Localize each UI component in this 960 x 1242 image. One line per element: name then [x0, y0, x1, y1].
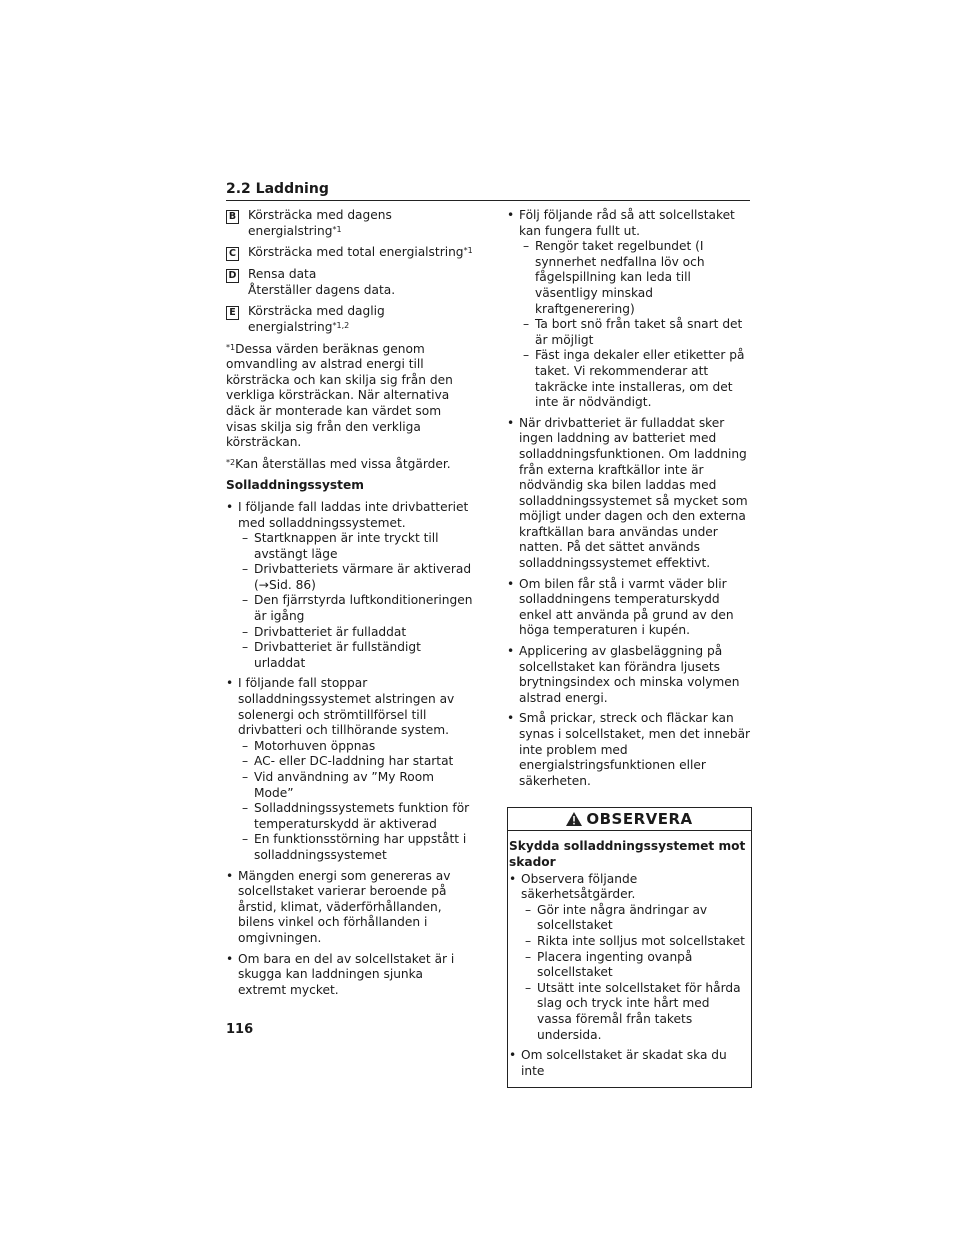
bullet-text: Mängden energi som genereras av solcellstaket varierar beroende på årstid, klimat, väderförhållanden, bilens vinkel och förhållanden i omgivningen. — [238, 868, 451, 945]
footnote-marker: *1 — [226, 342, 236, 352]
bullet-item — [509, 872, 748, 1044]
dash-marker: – — [525, 949, 532, 964]
right-column — [507, 208, 752, 1088]
bullet-item — [507, 577, 752, 639]
sub-item — [226, 739, 474, 755]
sub-text: Solladdningssystemets funktion för temperaturskydd är aktiverad — [254, 801, 470, 831]
sub-text: Fäst inga dekaler eller etiketter på taket. Vi rekommenderar att takräcke inte installeras, om det inte är nödvändigt. — [535, 348, 745, 410]
bullet-text: I följande fall laddas inte drivbatteriet med solladdningssystemet. — [238, 499, 469, 530]
bullet-line — [226, 952, 474, 999]
bullet-text: Applicering av glasbeläggning på solcellstaket kan förändra ljusets brytningsindex och minska volymen alstrad energi. — [519, 644, 740, 705]
footnote-ref: *1,2 — [332, 320, 350, 330]
label-letter: D — [226, 269, 239, 283]
bullet-marker: • — [507, 208, 515, 222]
dash-marker: – — [242, 801, 249, 816]
label-letter: C — [226, 247, 239, 261]
sub-item — [226, 801, 474, 832]
dash-marker: – — [525, 902, 532, 917]
bullet-line — [226, 500, 474, 531]
sub-item — [509, 934, 748, 950]
left-bullet-list — [226, 500, 474, 998]
label-item — [226, 267, 474, 298]
label-letter: E — [226, 306, 239, 320]
bullet-line — [509, 1048, 748, 1079]
dash-marker: – — [242, 738, 249, 753]
dash-marker: – — [523, 239, 530, 254]
caution-bullet-list — [509, 872, 748, 1080]
bullet-marker: • — [509, 1048, 517, 1063]
footnote-marker: *2 — [226, 457, 236, 467]
footnote-text: Kan återställas med vissa åtgärder. — [235, 456, 451, 471]
sub-item — [226, 640, 474, 671]
sub-text: Startknappen är inte tryckt till avstängt läge — [254, 531, 439, 561]
bullet-line — [507, 577, 752, 639]
bullet-item — [507, 416, 752, 572]
bullet-item — [226, 869, 474, 947]
sub-item — [509, 981, 748, 1043]
footnote-ref: *1 — [332, 224, 342, 234]
bullet-item — [226, 500, 474, 672]
bullet-line — [226, 676, 474, 738]
sub-item — [507, 317, 752, 348]
bullet-marker: • — [507, 711, 515, 726]
dash-marker: – — [242, 832, 249, 847]
page-number: 116 — [226, 1022, 254, 1037]
label-text — [248, 208, 474, 239]
label-list — [226, 208, 474, 336]
footnote — [226, 457, 474, 473]
sub-item — [226, 754, 474, 770]
footnote-text: Dessa värden beräknas genom omvandling av alstrad energi till körsträcka och kan skilja sig från den verkliga körsträckan. När alternativa däck är monterade kan värdet som visas skilja sig från den verkliga körsträckan. — [226, 341, 453, 450]
label-text-body: Körsträcka med total energialstring — [248, 245, 464, 260]
sub-item — [226, 625, 474, 641]
dash-marker: – — [242, 531, 249, 546]
sub-text: Drivbatteriets värmare är aktiverad (→Sid. 86) — [254, 562, 472, 592]
label-item — [226, 208, 474, 239]
bullet-line — [507, 416, 752, 572]
dash-marker: – — [242, 562, 249, 577]
sub-text: Drivbatteriet är fullständigt urladdat — [254, 640, 421, 670]
bullet-text: Om solcellstaket är skadat ska du inte — [521, 1048, 727, 1078]
subsection-title: Solladdningssystem — [226, 478, 364, 493]
caution-body — [508, 831, 751, 1087]
dash-marker: – — [523, 317, 530, 332]
dash-marker: – — [525, 980, 532, 995]
bullet-item — [509, 1048, 748, 1079]
sub-text: Motorhuven öppnas — [254, 738, 376, 753]
dash-marker: – — [242, 754, 249, 769]
section-title: 2.2 Laddning — [226, 181, 329, 197]
footnotes — [226, 342, 474, 473]
bullet-marker: • — [226, 676, 234, 691]
caution-heading: OBSERVERA — [586, 809, 693, 828]
label-text-body: Körsträcka med dagens energialstring — [248, 208, 392, 238]
bullet-text: Om bara en del av solcellstaket är i skugga kan laddningen sjunka extremt mycket. — [238, 951, 455, 997]
bullet-marker: • — [226, 499, 234, 514]
sub-item — [226, 562, 474, 593]
label-text-body: Körsträcka med daglig energialstring — [248, 304, 385, 334]
dash-marker: – — [242, 770, 249, 784]
bullet-line — [507, 711, 752, 789]
warning-triangle-icon — [566, 812, 582, 826]
sub-item — [507, 348, 752, 410]
bullet-text: I följande fall stoppar solladdningssystemet alstringen av solenergi och strömtillförsel till drivbatteri och tillhörande system. — [238, 676, 455, 738]
bullet-item — [507, 208, 752, 411]
sub-text: Rikta inte solljus mot solcellstaket — [537, 933, 745, 948]
sub-item — [509, 903, 748, 934]
sub-text: Utsätt inte solcellstaket för hårda slag och tryck inte hårt med vassa föremål från takets undersida. — [537, 980, 741, 1042]
sub-item — [509, 950, 748, 981]
footnote-ref: *1 — [463, 246, 473, 256]
bullet-text: När drivbatteriet är fulladdat sker ingen laddning av batteriet med solladdningsfunktionen. Om laddning från externa kraftkällor inte är nödvändig ska bilen laddas med solladdningssystemet så mycket som möjligt under dagen och den externa kraftkällan bara användas under natten. På det sättet används solladdningssystemet effektivt. — [519, 415, 748, 571]
sub-text: Vid användning av ”My Room Mode” — [254, 770, 435, 800]
bullet-text: Om bilen får stå i varmt väder blir solladdningens temperaturskydd enkel att använda på grund av den höga temperaturen i kupén. — [519, 576, 734, 638]
dash-marker: – — [242, 624, 249, 639]
left-column — [226, 208, 474, 1003]
caution-box — [507, 807, 752, 1088]
sub-item — [226, 770, 474, 801]
label-text — [248, 304, 474, 335]
label-text — [248, 267, 395, 298]
label-letter: B — [226, 210, 239, 224]
dash-marker: – — [523, 348, 530, 363]
sub-text: Gör inte några ändringar av solcellstaket — [537, 902, 708, 933]
bullet-item — [226, 676, 474, 863]
caution-header — [508, 808, 751, 831]
bullet-marker: • — [509, 871, 517, 886]
sub-text: Den fjärrstyrda luftkonditioneringen är igång — [254, 593, 473, 624]
caution-title: Skydda solladdningssystemet mot skador — [509, 839, 746, 869]
bullet-item — [226, 952, 474, 999]
bullet-item — [507, 711, 752, 789]
sub-text: Drivbatteriet är fulladdat — [254, 624, 407, 639]
label-item — [226, 304, 474, 335]
bullet-marker: • — [226, 951, 234, 966]
bullet-line — [509, 872, 748, 903]
footnote — [226, 342, 474, 451]
dash-marker: – — [242, 640, 249, 655]
sub-item — [226, 593, 474, 624]
bullet-marker: • — [507, 644, 515, 659]
bullet-line — [507, 208, 752, 239]
bullet-line — [507, 644, 752, 706]
right-bullet-list — [507, 208, 752, 789]
dash-marker: – — [525, 933, 532, 948]
bullet-line — [226, 869, 474, 947]
sub-item — [507, 239, 752, 317]
bullet-text: Följ följande råd så att solcellstaket kan fungera fullt ut. — [519, 208, 735, 238]
bullet-text: Små prickar, streck och fläckar kan synas i solcellstaket, men det innebär inte problem med energialstringsfunktionen eller säkerheten. — [519, 711, 751, 788]
bullet-marker: • — [226, 868, 234, 883]
label-item — [226, 245, 474, 261]
sub-text: AC- eller DC-laddning har startat — [254, 754, 454, 769]
sub-item — [226, 531, 474, 562]
section-header — [226, 178, 750, 201]
bullet-text: Observera följande säkerhetsåtgärder. — [521, 871, 638, 902]
label-text — [248, 245, 473, 261]
label-text-body: Rensa data Återställer dagens data. — [248, 267, 396, 297]
sub-text: En funktionsstörning har uppstått i solladdningssystemet — [254, 832, 467, 862]
bullet-marker: • — [507, 415, 515, 430]
sub-text: Ta bort snö från taket så snart det är möjligt — [535, 317, 743, 347]
bullet-marker: • — [507, 576, 515, 591]
dash-marker: – — [242, 593, 249, 608]
bullet-item — [507, 644, 752, 706]
sub-text: Rengör taket regelbundet (I synnerhet nedfallna löv och fågelspillning kan leda till väsentligy minskad kraftgenerering) — [535, 239, 705, 316]
sub-item — [226, 832, 474, 863]
sub-text: Placera ingenting ovanpå solcellstaket — [537, 949, 693, 980]
